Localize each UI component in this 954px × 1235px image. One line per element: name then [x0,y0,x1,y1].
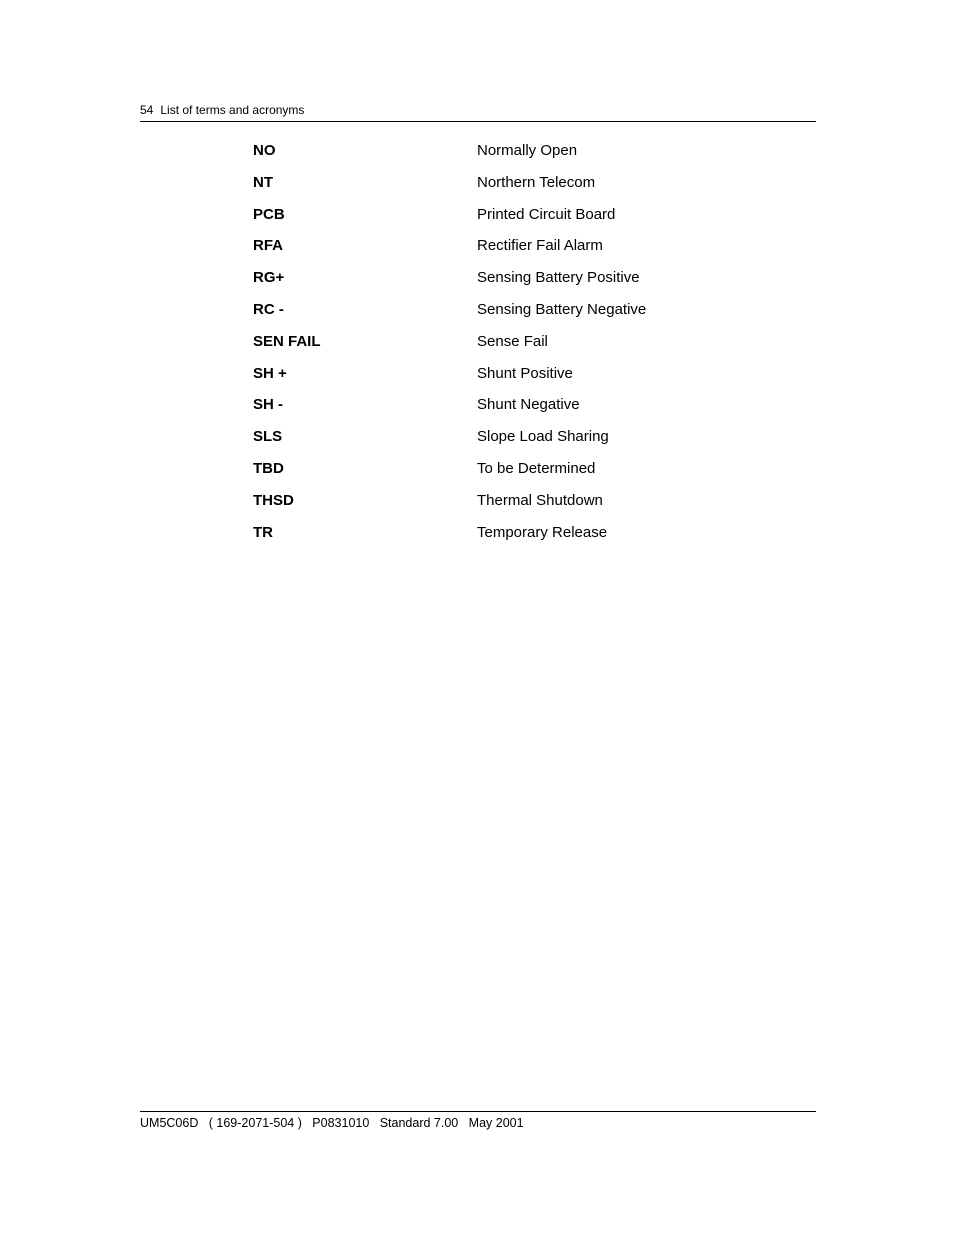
term-acronym: RFA [253,237,283,255]
page-header [140,101,816,122]
term-definition: Shunt Negative [477,396,580,414]
term-definition: Sensing Battery Negative [477,300,647,318]
term-definition: Northern Telecom [477,173,596,191]
term-acronym: SH - [253,396,283,414]
term-acronym: NO [253,142,276,159]
term-row [253,363,773,395]
section-title: List of terms and acronyms [160,103,305,117]
term-acronym: THSD [253,491,294,509]
term-row [253,267,773,299]
term-row [253,394,773,426]
term-row [253,522,773,554]
term-acronym: PCB [253,205,285,223]
term-definition: Sensing Battery Positive [477,269,640,287]
term-acronym: SLS [253,428,283,446]
term-acronym: RG+ [253,269,285,287]
term-row [253,331,773,363]
term-acronym: TR [253,523,273,541]
term-row [253,235,773,267]
term-row [253,172,773,204]
page-number: 54 [140,103,154,117]
term-definition: Printed Circuit Board [477,205,616,223]
term-definition: Sense Fail [477,332,548,350]
term-row [253,426,773,458]
term-acronym: SEN FAIL [253,332,321,350]
term-definition: Slope Load Sharing [477,428,609,446]
term-acronym: NT [253,173,273,191]
term-definition: Rectifier Fail Alarm [477,237,603,255]
term-definition: Thermal Shutdown [477,491,603,509]
term-acronym: TBD [253,459,284,477]
term-row [253,140,773,172]
term-definition: Normally Open [477,142,578,159]
term-row [253,204,773,236]
term-acronym: RC - [253,300,284,318]
term-row [253,299,773,331]
term-definition: Temporary Release [477,523,608,541]
term-acronym: SH + [253,364,287,382]
footer-divider [140,1111,816,1112]
page-footer: UM5C06D ( 169-2071-504 ) P0831010 Standard 7.00 May 2001 [140,1116,524,1130]
term-definition: To be Determined [477,459,596,477]
term-row [253,490,773,522]
term-row [253,458,773,490]
terms-list [253,140,773,553]
term-definition: Shunt Positive [477,364,573,382]
